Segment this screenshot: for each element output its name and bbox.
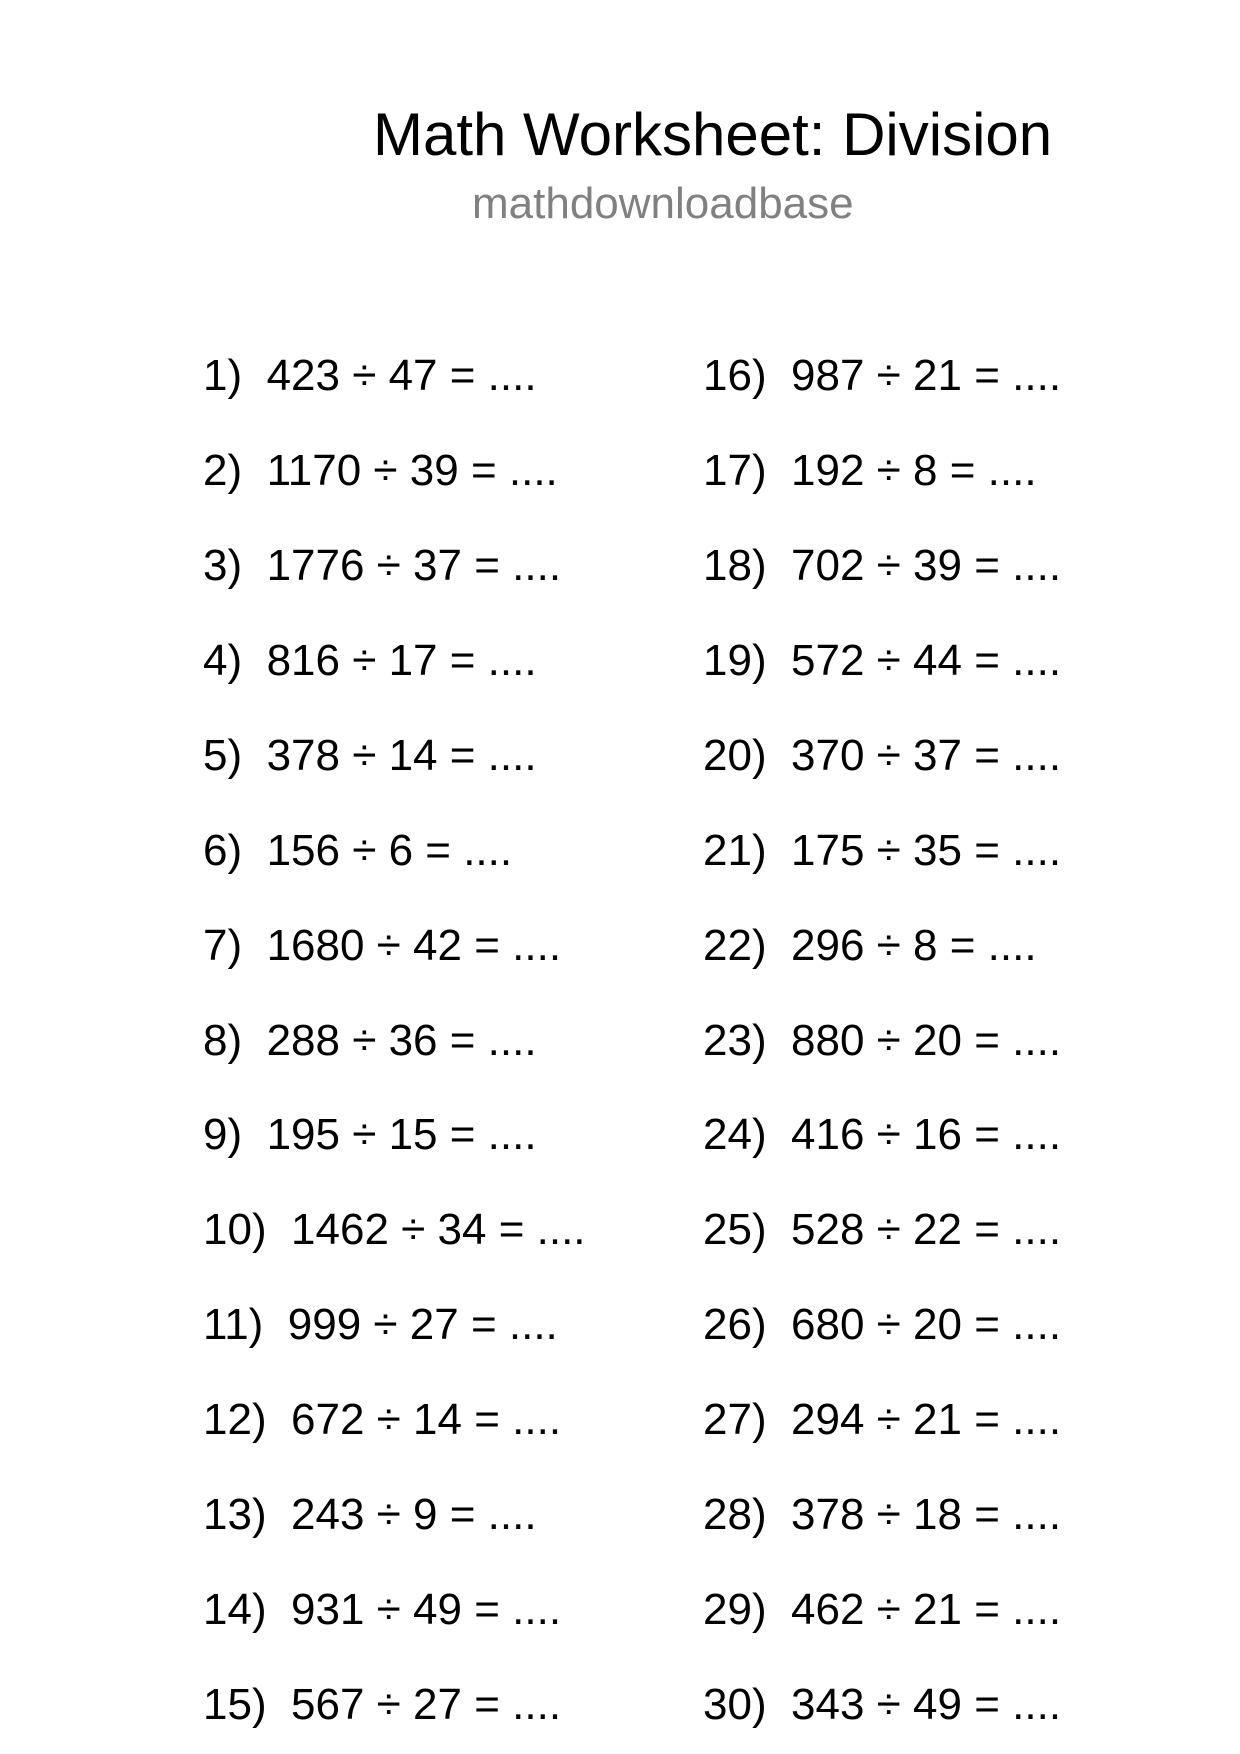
problem-expression: 1776 ÷ 37 = .... [266,540,562,590]
problem-number: 7) [203,920,243,970]
problem-number: 22) [703,920,767,970]
problem-item [203,825,513,875]
problem-number: 20) [703,730,767,780]
problem-expression: 378 ÷ 18 = .... [791,1490,1062,1540]
problem-expression: 370 ÷ 37 = .... [791,730,1062,780]
problem-expression: 462 ÷ 21 = .... [791,1585,1062,1635]
problem-expression: 528 ÷ 22 = .... [791,1205,1062,1255]
problem-expression: 680 ÷ 20 = .... [791,1300,1062,1350]
problem-expression: 175 ÷ 35 = .... [791,825,1062,875]
problem-item [203,445,558,495]
problem-number: 26) [703,1300,767,1350]
problem-number: 19) [703,635,767,685]
problem-item [203,540,562,590]
problem-expression: 243 ÷ 9 = .... [291,1490,537,1540]
problem-spacer [242,826,266,875]
problem-item [703,1585,1062,1635]
problem-spacer [767,541,791,590]
problem-item [703,1205,1062,1255]
problem-expression: 1680 ÷ 42 = .... [266,920,562,970]
problem-item [203,351,537,400]
problem-spacer [767,446,791,495]
problem-item [703,445,1037,495]
problem-item [203,1490,537,1540]
problem-number: 17) [703,445,767,495]
problem-spacer [767,351,791,400]
problem-spacer [242,731,266,780]
problem-number: 8) [203,1015,243,1065]
problem-number: 14) [203,1585,267,1635]
problem-expression: 1170 ÷ 39 = .... [266,445,558,495]
problem-expression: 572 ÷ 44 = .... [791,635,1062,685]
problem-number: 12) [203,1395,267,1445]
problem-expression: 416 ÷ 16 = .... [791,1110,1062,1160]
problem-spacer [767,1490,791,1539]
problem-number: 11) [203,1300,264,1350]
problem-expression: 195 ÷ 15 = .... [266,1110,537,1160]
problem-item [703,825,1062,875]
problem-item [703,1015,1062,1065]
problem-expression: 192 ÷ 8 = .... [791,445,1037,495]
problem-expression: 296 ÷ 8 = .... [791,920,1037,970]
problem-item [703,1300,1062,1350]
problem-spacer [242,636,266,685]
problem-number: 6) [203,825,243,875]
problem-spacer [767,636,791,685]
problem-item [703,351,1062,400]
problem-item [203,1395,562,1445]
problem-spacer [267,1680,291,1729]
problem-item [203,1015,537,1065]
problem-number: 9) [203,1110,243,1160]
problem-item [203,1680,562,1730]
problem-number: 4) [203,635,243,685]
problem-expression: 156 ÷ 6 = .... [266,825,513,875]
problem-number: 15) [203,1680,267,1730]
problem-item [703,1680,1062,1730]
problem-number: 27) [703,1395,767,1445]
page-subtitle: mathdownloadbase [472,179,854,228]
problem-expression: 288 ÷ 36 = .... [266,1015,537,1065]
problem-spacer [242,1016,266,1065]
problem-item [703,730,1062,780]
problem-number: 18) [703,540,767,590]
problem-number: 16) [703,351,767,400]
problem-number: 10) [203,1205,267,1255]
problem-item [203,1205,586,1255]
problem-spacer [767,921,791,970]
page-title: Math Worksheet: Division [373,101,1053,168]
problem-item [703,540,1062,590]
problem-number: 5) [203,730,243,780]
problem-number: 2) [203,445,243,495]
problem-item [703,1395,1062,1445]
problem-expression: 672 ÷ 14 = .... [291,1395,562,1445]
problem-item [703,635,1062,685]
problem-expression: 1462 ÷ 34 = .... [291,1205,586,1255]
problem-spacer [767,1680,791,1729]
problem-expression: 343 ÷ 49 = .... [791,1680,1062,1730]
problem-number: 24) [703,1110,767,1160]
problem-expression: 987 ÷ 21 = .... [791,351,1062,400]
problem-number: 28) [703,1490,767,1540]
problem-spacer [242,351,266,400]
problem-spacer [267,1585,291,1634]
problem-expression: 294 ÷ 21 = .... [791,1395,1062,1445]
problem-spacer [767,1016,791,1065]
problem-expression: 702 ÷ 39 = .... [791,540,1062,590]
problem-spacer [767,826,791,875]
problem-expression: 378 ÷ 14 = .... [266,730,537,780]
problem-spacer [767,1585,791,1634]
problem-item [703,1110,1062,1160]
problem-expression: 999 ÷ 27 = .... [287,1300,558,1350]
problem-spacer [242,1110,266,1159]
problem-spacer [767,1205,791,1254]
problem-number: 21) [703,825,767,875]
problem-number: 23) [703,1015,767,1065]
problem-spacer [767,1300,791,1349]
problem-item [203,730,537,780]
problem-item [203,1585,562,1635]
problem-spacer [767,731,791,780]
problem-expression: 931 ÷ 49 = .... [291,1585,562,1635]
problem-spacer [767,1395,791,1444]
problem-number: 29) [703,1585,767,1635]
problem-number: 1) [203,351,243,400]
problem-item [203,920,562,970]
problem-expression: 423 ÷ 47 = .... [266,351,537,400]
problem-item [203,1300,558,1350]
problem-spacer [767,1110,791,1159]
problem-number: 30) [703,1680,767,1730]
problem-expression: 567 ÷ 27 = .... [291,1680,562,1730]
problem-item [203,1110,537,1160]
problem-spacer [242,541,266,590]
problem-spacer [242,921,266,970]
problem-item [703,1490,1062,1540]
problem-item [203,635,537,685]
problem-expression: 816 ÷ 17 = .... [266,635,537,685]
problem-spacer [267,1490,291,1539]
problem-spacer [263,1300,287,1349]
problem-number: 25) [703,1205,767,1255]
problem-spacer [267,1205,291,1254]
problem-spacer [242,446,266,495]
problem-spacer [267,1395,291,1444]
problem-item [703,920,1037,970]
problem-expression: 880 ÷ 20 = .... [791,1015,1062,1065]
problem-number: 3) [203,540,243,590]
problem-number: 13) [203,1490,267,1540]
